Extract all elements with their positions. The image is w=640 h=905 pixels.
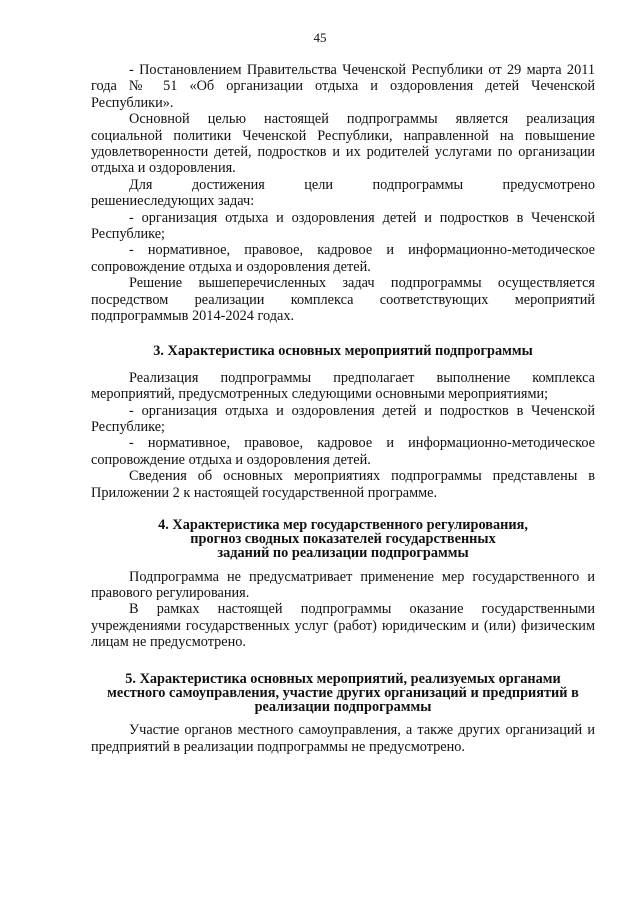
section-3-list-item: - организация отдыха и оздоровления детей и подростков в Чеченской Республике; — [91, 402, 595, 435]
tasks-lead-continuation: решениеследующих задач: — [91, 193, 255, 210]
section-4-paragraph: В рамках настоящей подпрограммы оказание государственными учреждениями государственных услуг (работ) юридическим и (или) физическим лицам не предусмотрено. — [91, 601, 595, 651]
section-5-heading-line: 5. Характеристика основных мероприятий, реализуемых органами — [125, 670, 561, 687]
section-3-paragraph: Реализация подпрограммы предполагает выполнение комплекса мероприятий, предусмотренных следующими основными мероприятиями; — [91, 369, 595, 403]
section-4-heading — [91, 518, 595, 561]
section-4-heading-line: прогноз сводных показателей государственных — [190, 531, 496, 548]
section-3-paragraph: Сведения об основных мероприятиях подпрограммы представлены в Приложении 2 к настоящей государственной программе. — [91, 468, 595, 501]
tasks-lead-paragraph: Для достижения цели подпрограммы предусмотрено — [129, 176, 595, 193]
task-item: - организация отдыха и оздоровления детей и подростков в Чеченской Республике; — [91, 209, 595, 243]
section-5-heading — [91, 672, 595, 715]
page-number: 45 — [313, 30, 327, 45]
section-5-heading-line: местного самоуправления, участие других организаций и предприятий в — [107, 684, 579, 701]
solution-paragraph: Решение вышеперечисленных задач подпрограммы осуществляется посредством реализации комплекса соответствующих мероприятий подпрограммыв 2014-2024 годах. — [91, 275, 595, 325]
section-5-heading-line: реализации подпрограммы — [254, 699, 432, 715]
section-4-paragraph: Подпрограмма не предусматривает применение мер государственного и правового регулирования. — [91, 568, 595, 601]
section-4-heading-line: заданий по реализации подпрограммы — [217, 545, 469, 562]
section-3-list-item: - нормативное, правовое, кадровое и информационно-методическое сопровождение отдыха и оздоровления детей. — [91, 435, 595, 468]
task-item: - нормативное, правовое, кадровое и информационно-методическое сопровождение отдыха и оздоровления детей. — [91, 242, 595, 275]
goal-paragraph: Основной целью настоящей подпрограммы является реализация социальной политики Чеченской Республики, направленной на повышение удовлетворенности детей, подростков и их родителей услугами по организации отдыха и оздоровления. — [91, 111, 595, 177]
resolution-paragraph: - Постановлением Правительства Чеченской Республики от 29 марта 2011 года № 51 «Об организации отдыха и оздоровления детей Чеченской Республики». — [91, 62, 595, 111]
page-content — [91, 62, 595, 755]
section-4-heading-line: 4. Характеристика мер государственного регулирования, — [158, 516, 528, 533]
section-5-paragraph: Участие органов местного самоуправления, а также других организаций и предприятий в реализации подпрограммы не предусмотрено. — [91, 722, 595, 755]
section-3-heading: 3. Характеристика основных мероприятий подпрограммы — [153, 342, 533, 359]
